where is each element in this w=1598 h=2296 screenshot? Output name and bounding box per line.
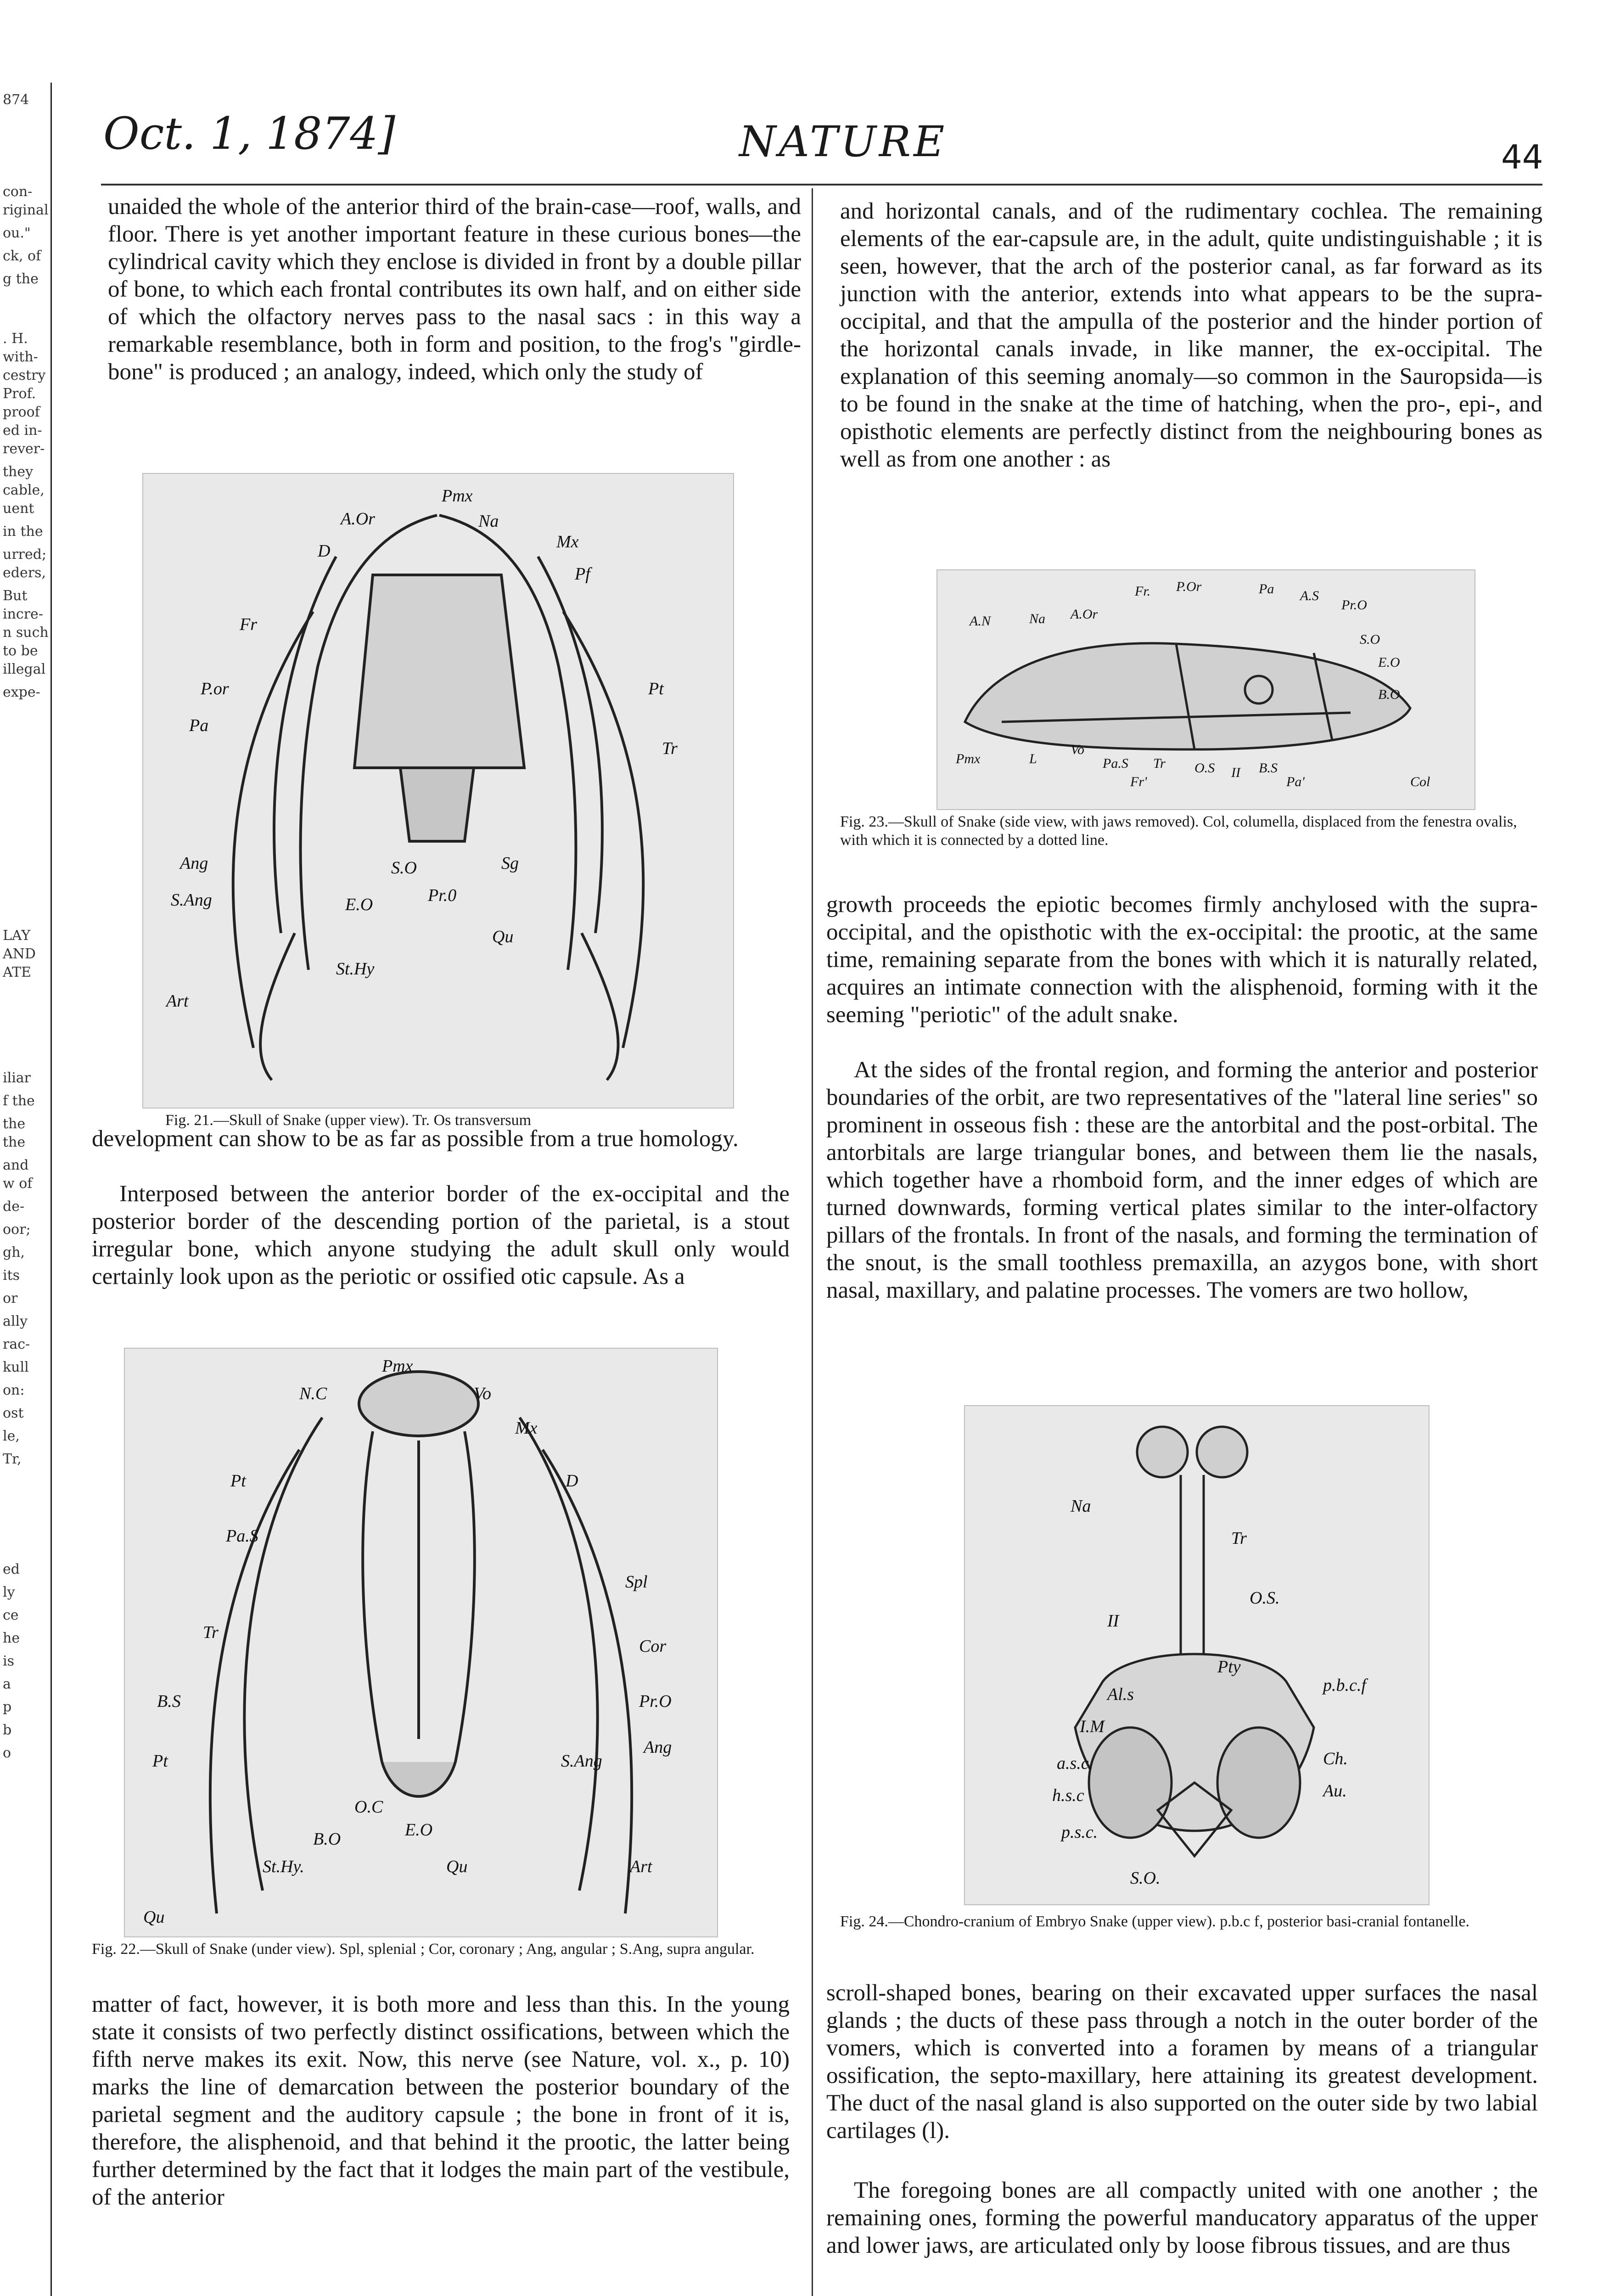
edge-fragment: ly [3, 1584, 15, 1600]
figure-label: Pt [230, 1471, 246, 1491]
edge-fragment: con- [3, 184, 33, 200]
figure-label: Pr.0 [428, 886, 457, 905]
figure-label: Pmx [956, 751, 981, 766]
column-rule [812, 188, 813, 2296]
figure-label: Pa [189, 716, 209, 735]
figure-23-drawing [937, 570, 1475, 809]
edge-fragment: incre- [3, 606, 43, 622]
figure-label: h.s.c [1052, 1786, 1084, 1805]
figure-label: Pr.O [639, 1692, 672, 1711]
figure-label: O.S [1194, 760, 1215, 776]
edge-fragment: o [3, 1745, 11, 1761]
figure-label: D [318, 541, 331, 561]
figure-label: Mx [515, 1418, 538, 1438]
right-paragraph-1: and horizontal canals, and of the rudimentary cochlea. The remaining elements of the ear-capsule are, in the adult, quite undistinguishable ; it is seen, however, that the arch of the posterior canal, as far forward as its junction with the anterior, extends into what appears to be the supra-occipital, and that the ampulla of the posterior and the hinder portion of the horizontal canals invade, in like manner, the ex-occipital. The explanation of this seeming anomaly—so common in the Sauropsida—is to be found in the snake at the time of hatching, when the pro-, epi-, and opisthotic elements are perfectly distinct from the neighbouring bones as well as from one another : as [840, 198, 1542, 472]
figure-label: A.N [970, 613, 991, 629]
figure-label: Al.s [1107, 1685, 1134, 1704]
figure-label: Mx [556, 532, 579, 551]
edge-fragment: and [3, 1157, 29, 1173]
edge-fragment: ou." [3, 225, 31, 241]
figure-label: Spl [625, 1572, 648, 1592]
right-paragraph-5: The foregoing bones are all compactly united with one another ; the remaining ones, forming the powerful manducatory apparatus of the upper and lower jaws, are articulated only by loose fibrous tissues, and are thus [826, 2178, 1538, 2258]
edge-fragment: urred; [3, 546, 47, 563]
figure-label: Fr' [1130, 774, 1147, 789]
left-paragraph-4: matter of fact, however, it is both more and less than this. In the young state it consists of two perfectly distinct ossifications, between which the fifth nerve makes its exit. Now, this nerve (see Nature, vol. x., p. 10) marks the line of demarcation between the posterior boundary of the parietal segment and the auditory capsule ; the bone in front of it is, therefore, the alisphenoid, and that behind it the prootic, the latter being further determined by the fact that it lodges the main part of the vestibule, of the anterior [92, 1992, 790, 2210]
figure-label: P.Or [1176, 579, 1202, 594]
edge-fragment: illegal [3, 661, 46, 677]
figure-label: Na [478, 512, 499, 531]
right-paragraph-2: growth proceeds the epiotic becomes firmly anchylosed with the supra-occipital, and the opisthotic with the ex-occipital: the prootic, at the same time, remaining separate from the bones with which it is naturally related, acquires an intimate connection with the alisphenoid, forming with it the seeming "periotic" of the adult snake. [826, 892, 1538, 1028]
left-paragraph-2: development can show to be as far as possible from a true homology. [92, 1126, 739, 1152]
journal-title: NATURE [739, 117, 948, 166]
edge-fragment: . H. [3, 331, 28, 347]
figure-22-skull-under-view [124, 1348, 718, 1937]
figure-label: p.s.c. [1061, 1823, 1098, 1842]
figure-label: E.O [1378, 655, 1400, 670]
figure-label: A.S [1300, 588, 1319, 603]
figure-label: Au. [1323, 1781, 1347, 1801]
figure-label: E.O [405, 1820, 433, 1840]
edge-fragment: expe- [3, 684, 40, 700]
edge-fragment: its [3, 1267, 20, 1283]
edge-fragment: in the [3, 523, 43, 540]
edge-fragment: b [3, 1722, 12, 1738]
edge-fragment: the [3, 1116, 26, 1132]
figure-label: Tr [1231, 1529, 1247, 1548]
figure-label: Qu [492, 927, 514, 946]
figure-label: Vo [474, 1384, 491, 1403]
page-number: 44 [1501, 138, 1543, 176]
figure-label: Ang [644, 1738, 672, 1757]
figure-label: St.Hy [336, 959, 375, 979]
figure-label: Qu [143, 1908, 165, 1927]
figure-24-chondro-cranium [964, 1405, 1430, 1905]
figure-24-drawing [965, 1406, 1429, 1904]
figure-label: Fr. [1135, 584, 1151, 599]
figure-label: S.O. [1130, 1868, 1161, 1888]
edge-fragment: ck, of [3, 248, 41, 264]
figure-label: Pa' [1286, 774, 1305, 789]
edge-fragment: f the [3, 1093, 35, 1109]
right-paragraph-3: At the sides of the frontal region, and forming the anterior and posterior boundaries of the orbit, are two representatives of the "lateral line series" so prominent in osseous fish : these are the antorbital and the post-orbital. The antorbitals are large triangular bones, and between them lie the nasals, which together have a rhomboid form, and the inner edges of which are turned downwards, forming vertical plates similar to the inter-olfactory pillars of the frontals. In front of the nasals, and forming the termination of the snout, is the small toothless premaxilla, an azygos bone, with short nasal, maxillary, and palatine processes. The vomers are two hollow, [826, 1057, 1538, 1303]
edge-fragment: cable, [3, 482, 45, 498]
figure-label: A.Or [1071, 607, 1098, 622]
edge-fragment: to be [3, 643, 38, 659]
edge-fragment: g the [3, 271, 39, 287]
edge-fragment: ally [3, 1313, 28, 1329]
edge-fragment: n such [3, 625, 49, 641]
figure-label: Pa.S [226, 1526, 258, 1546]
figure-label: Ang [180, 854, 208, 873]
edge-fragment: le, [3, 1428, 20, 1444]
figure-label: E.O [345, 895, 373, 914]
edge-fragment: AND [3, 946, 36, 962]
adjacent-page-edge [0, 0, 69, 2296]
figure-label: Sg [501, 854, 519, 873]
figure-label: St.Hy. [263, 1857, 304, 1876]
edge-fragment: ce [3, 1607, 19, 1623]
edge-fragment: iliar [3, 1070, 31, 1086]
edge-fragment: rever- [3, 441, 45, 457]
figure-label: Pa.S [1103, 756, 1128, 771]
edge-fragment: Prof. [3, 386, 36, 402]
edge-fragment: eders, [3, 565, 46, 581]
figure-label: Na [1029, 611, 1046, 626]
right-paragraph-4: scroll-shaped bones, bearing on their excavated upper surfaces the nasal glands ; the ducts of these pass through a notch in the outer border of the vomers, which is converted into a foramen by means of a triangular ossification, the septo-maxillary, here attaining its greatest development. The duct of the nasal gland is also supported on the outer side by two labial cartilages (l). [826, 1980, 1538, 2144]
figure-label: D [566, 1471, 578, 1491]
figure-label: S.O [391, 858, 417, 878]
figure-label: P.or [201, 679, 229, 698]
edge-fragment: proof [3, 404, 40, 420]
edge-fragment: riginal [3, 202, 49, 218]
edge-fragment: LAY [3, 928, 31, 944]
edge-fragment: oor; [3, 1221, 31, 1238]
edge-fragment: rac- [3, 1336, 30, 1352]
figure-21-drawing [143, 474, 733, 1108]
edge-fragment: they [3, 464, 34, 480]
figure-label: Art [630, 1857, 652, 1876]
figure-label: Ch. [1323, 1749, 1348, 1768]
edge-fragment: gh, [3, 1244, 25, 1261]
figure-label: B.O [313, 1829, 341, 1849]
edge-fragment: the [3, 1134, 26, 1150]
edge-fragment: ATE [3, 964, 31, 980]
header-rule [101, 184, 1542, 186]
figure-22-drawing [125, 1349, 717, 1936]
figure-23-skull-side-view [936, 569, 1475, 810]
figure-label: Tr [662, 739, 678, 758]
figure-label: Pt [648, 679, 664, 698]
figure-label: B.S [1259, 760, 1278, 776]
edge-fragment: ost [3, 1405, 24, 1421]
figure-22-caption: Fig. 22.—Skull of Snake (under view). Spl, splenial ; Cor, coronary ; Ang, angular ; S.Ang, supra angular. [92, 1941, 755, 1958]
edge-fragment: p [3, 1699, 12, 1715]
figure-label: B.S [157, 1692, 181, 1711]
figure-label: a.s.c. [1057, 1754, 1093, 1773]
edge-fragment: a [3, 1676, 11, 1692]
figure-24-caption: Fig. 24.—Chondro-cranium of Embryo Snake (upper view). p.b.c f, posterior basi-cranial fontanelle. [840, 1913, 1469, 1930]
edge-fragment: kull [3, 1359, 29, 1375]
figure-label: Pr.O [1341, 597, 1367, 613]
edge-fragment: But [3, 588, 28, 604]
edge-fragment: de- [3, 1199, 25, 1215]
figure-label: Pmx [442, 486, 473, 506]
figure-label: Qu [446, 1857, 468, 1876]
edge-fragment: cestry [3, 367, 46, 383]
figure-label: S.O [1360, 632, 1380, 647]
figure-label: L [1029, 751, 1037, 766]
edge-fragment: on: [3, 1382, 25, 1398]
figure-21-caption: Fig. 21.—Skull of Snake (upper view). Tr. Os transversum [165, 1112, 532, 1129]
edge-fragment: with- [3, 349, 38, 365]
edge-fragment: or [3, 1290, 18, 1306]
edge-fragment: he [3, 1630, 20, 1646]
figure-label: Fr [240, 615, 257, 634]
figure-label: N.C [299, 1384, 327, 1403]
figure-label: Tr [1153, 756, 1166, 771]
figure-label: Cor [639, 1637, 667, 1656]
edge-fragment: ed in- [3, 422, 42, 439]
figure-label: Tr [203, 1623, 219, 1642]
figure-label: Vo [1071, 742, 1084, 757]
edge-fragment: uent [3, 501, 34, 517]
figure-23-caption: Fig. 23.—Skull of Snake (side view, with jaws removed). Col, columella, displaced from the fenestra ovalis, with which it is connected by a dotted line. [840, 813, 1517, 849]
figure-label: Na [1071, 1497, 1091, 1516]
figure-label: O.S. [1250, 1588, 1280, 1608]
figure-label: Col [1410, 774, 1430, 789]
figure-label: A.Or [341, 509, 375, 529]
figure-label: I.M [1080, 1717, 1105, 1736]
edge-fragment: is [3, 1653, 14, 1669]
figure-label: S.Ang [171, 890, 212, 910]
figure-label: II [1107, 1611, 1119, 1631]
figure-label: S.Ang [561, 1751, 602, 1771]
figure-21-skull-upper-view [142, 473, 734, 1109]
issue-date: Oct. 1, 1874] [103, 108, 395, 159]
figure-label: II [1231, 765, 1240, 780]
edge-fragment: w of [3, 1176, 33, 1192]
edge-fragment: 874 [3, 92, 29, 108]
figure-label: Pt [152, 1751, 168, 1771]
figure-label: Pty [1217, 1657, 1241, 1677]
edge-column-rule [50, 83, 52, 2296]
left-paragraph-1: unaided the whole of the anterior third of the brain-case—roof, walls, and floor. There is yet another important feature in these curious bones—the cylindrical cavity which they enclose is divided in front by a double pillar of bone, to which each frontal contributes its own half, and on either side of which the olfactory nerves pass to the nasal sacs : in this way a remarkable resemblance, both in form and position, to the frog's "girdle-bone" is produced ; an analogy, indeed, which only the study of [108, 194, 801, 385]
figure-label: Pmx [382, 1356, 413, 1376]
figure-label: p.b.c.f [1323, 1676, 1366, 1695]
edge-fragment: Tr, [3, 1451, 22, 1467]
figure-label: Art [166, 991, 189, 1011]
figure-label: Pa [1259, 581, 1274, 597]
figure-label: Pf [575, 564, 590, 584]
edge-fragment: ed [3, 1561, 20, 1577]
figure-label: B.O [1378, 687, 1400, 702]
figure-label: O.C [354, 1797, 383, 1817]
left-paragraph-3: Interposed between the anterior border of the ex-occipital and the posterior border of the descending portion of the parietal, is a stout irregular bone, which anyone studying the adult skull only would certainly look upon as the periotic or ossified otic capsule. As a [92, 1181, 790, 1289]
